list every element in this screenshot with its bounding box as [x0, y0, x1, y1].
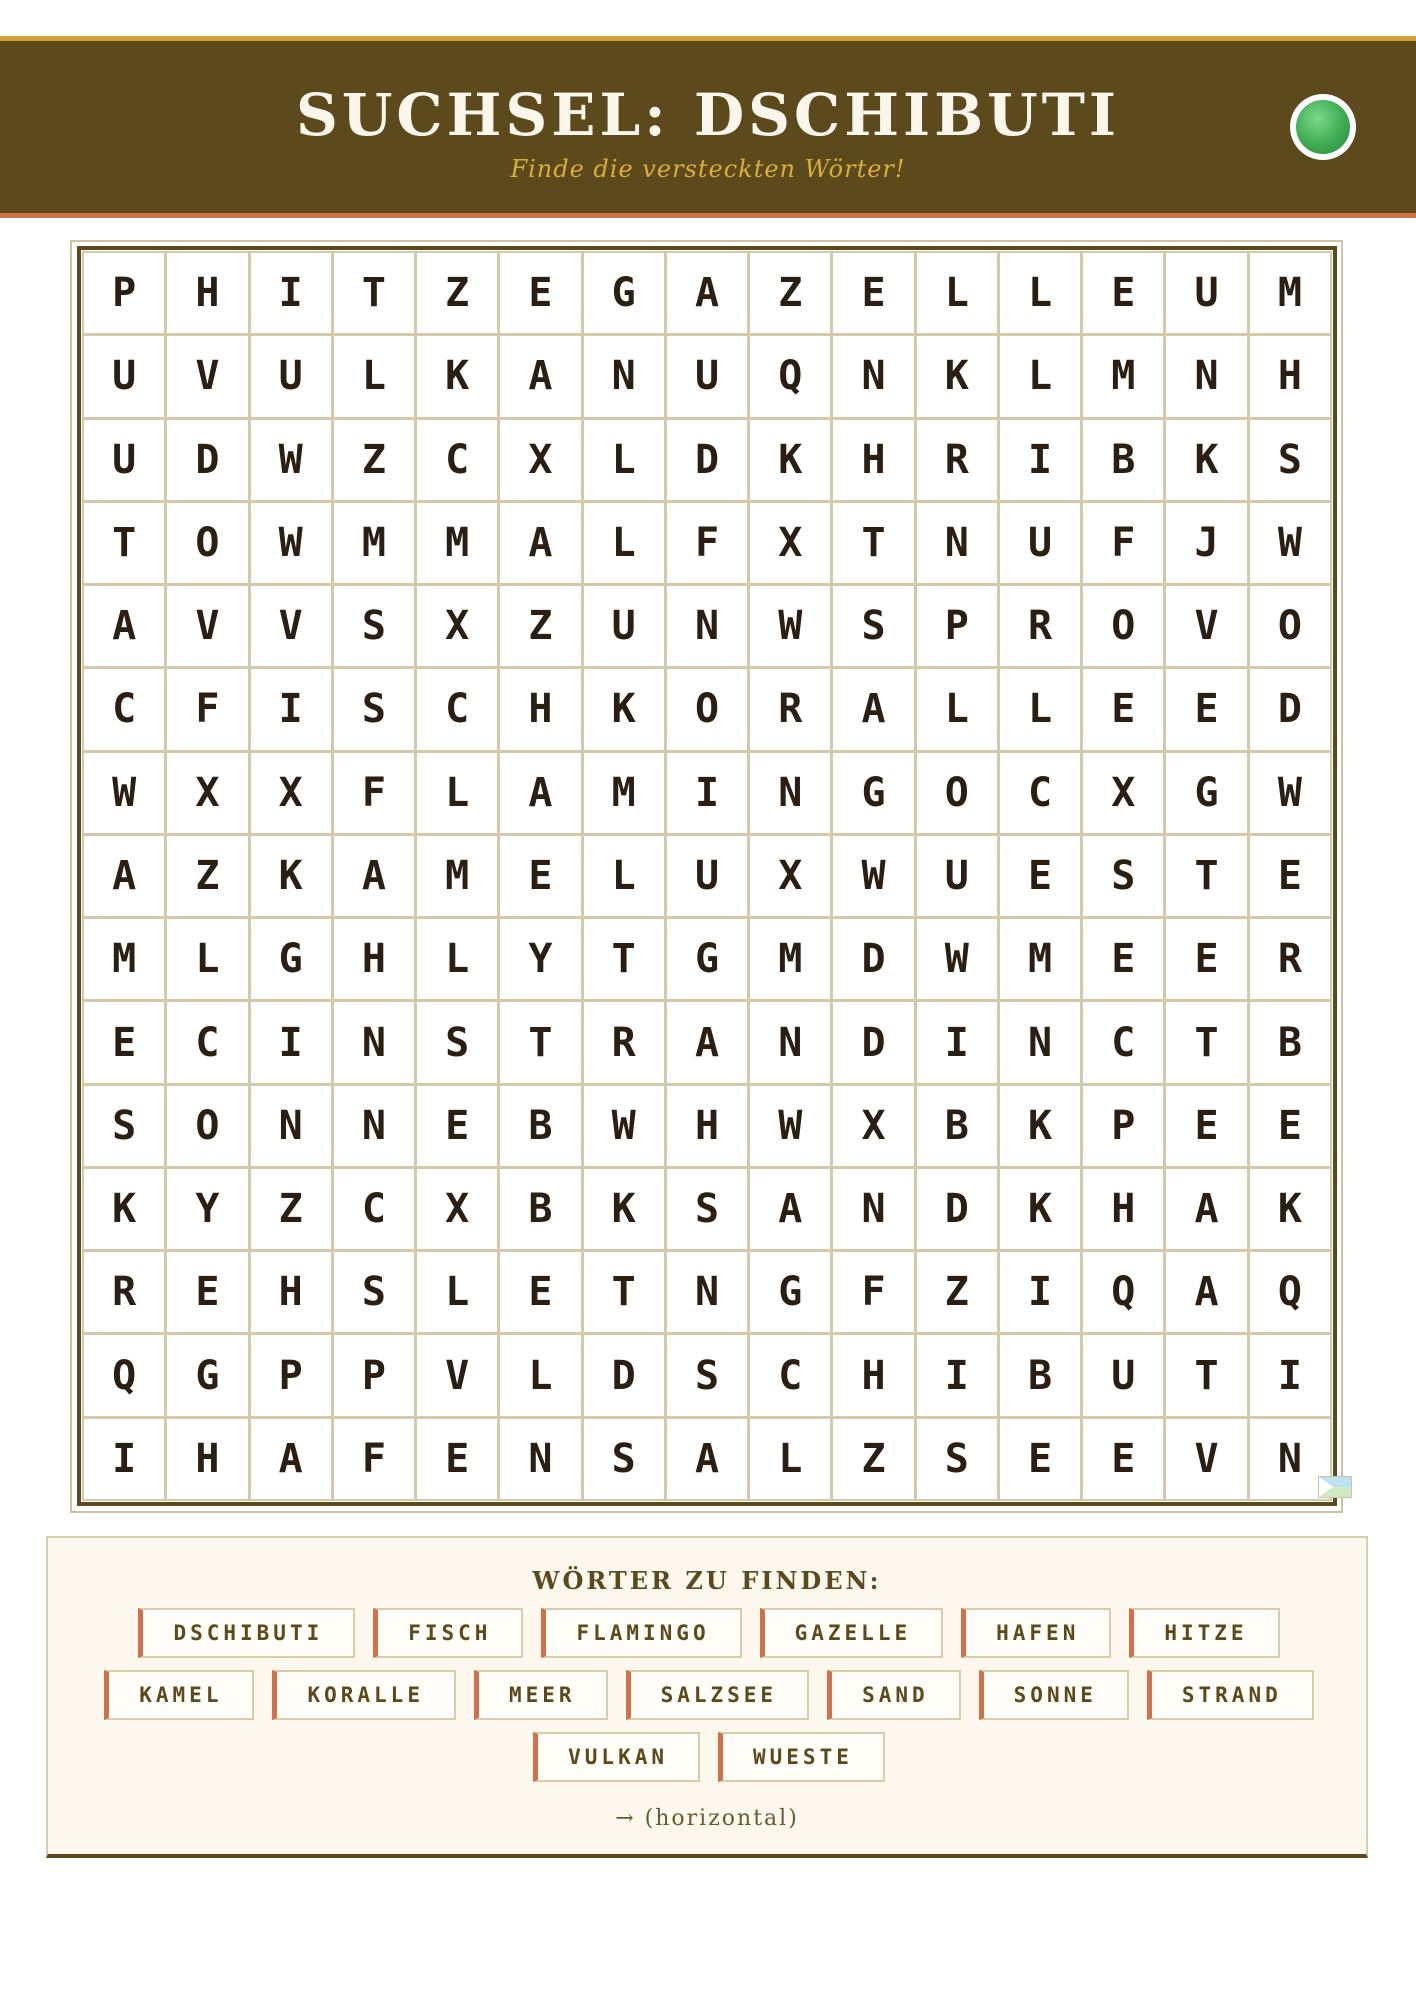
grid-cell[interactable]: T [84, 503, 164, 583]
grid-cell[interactable]: T [584, 1252, 664, 1332]
grid-cell[interactable]: X [417, 1169, 497, 1249]
grid-cell[interactable]: N [500, 1419, 580, 1499]
grid-cell[interactable]: S [334, 669, 414, 749]
grid-cell[interactable]: O [1250, 586, 1330, 666]
grid-cell[interactable]: E [1000, 836, 1080, 916]
grid-cell[interactable]: W [584, 1086, 664, 1166]
word-chip: SAND [827, 1670, 961, 1720]
grid-cell[interactable]: E [500, 1252, 580, 1332]
grid-cell[interactable]: U [667, 336, 747, 416]
grid-cell[interactable]: V [167, 336, 247, 416]
grid-cell[interactable]: A [750, 1169, 830, 1249]
grid-cell[interactable]: E [1250, 1086, 1330, 1166]
grid-cell[interactable]: Y [167, 1169, 247, 1249]
grid-cell[interactable]: C [417, 420, 497, 500]
grid-cell[interactable]: D [833, 1002, 913, 1082]
grid-cell[interactable]: Q [1250, 1252, 1330, 1332]
grid-cell[interactable]: A [500, 753, 580, 833]
word-chip: KORALLE [272, 1670, 456, 1720]
grid-cell[interactable]: I [251, 669, 331, 749]
grid-cell[interactable]: D [667, 420, 747, 500]
grid-cell[interactable]: W [1250, 753, 1330, 833]
grid-cell[interactable]: U [584, 586, 664, 666]
grid-cell[interactable]: V [167, 586, 247, 666]
grid-cell[interactable]: E [417, 1086, 497, 1166]
grid-cell[interactable]: N [750, 753, 830, 833]
grid-cell[interactable]: Z [917, 1252, 997, 1332]
grid-cell[interactable]: S [667, 1335, 747, 1415]
grid-cell[interactable]: N [334, 1002, 414, 1082]
grid-cell[interactable]: N [251, 1086, 331, 1166]
word-chip: SALZSEE [626, 1670, 810, 1720]
grid-cell[interactable]: X [750, 503, 830, 583]
grid-cell[interactable]: E [167, 1252, 247, 1332]
grid-cell[interactable]: X [750, 836, 830, 916]
grid-cell[interactable]: O [167, 1086, 247, 1166]
word-list [84, 1608, 1334, 1782]
grid-cell[interactable]: N [1250, 1419, 1330, 1499]
grid-cell[interactable]: V [1166, 586, 1246, 666]
word-chip: KAMEL [104, 1670, 254, 1720]
grid-cell[interactable]: Z [750, 253, 830, 333]
grid-cell[interactable]: U [1166, 253, 1246, 333]
grid-cell[interactable]: S [84, 1086, 164, 1166]
grid-cell[interactable]: I [1250, 1335, 1330, 1415]
grid-cell[interactable]: U [84, 420, 164, 500]
grid-cell[interactable]: W [833, 836, 913, 916]
grid-cell[interactable]: C [334, 1169, 414, 1249]
grid-cell[interactable]: F [167, 669, 247, 749]
djibouti-flag-icon [1318, 1476, 1352, 1498]
grid-cell[interactable]: L [917, 669, 997, 749]
grid-cell[interactable]: B [500, 1169, 580, 1249]
grid-cell[interactable]: C [750, 1335, 830, 1415]
grid-cell[interactable]: O [917, 753, 997, 833]
grid-cell[interactable]: G [584, 253, 664, 333]
grid-cell[interactable]: K [917, 336, 997, 416]
grid-cell[interactable]: N [833, 1169, 913, 1249]
grid-cell[interactable]: S [667, 1169, 747, 1249]
grid-cell[interactable]: O [167, 503, 247, 583]
grid-cell[interactable]: V [1166, 1419, 1246, 1499]
grid-cell[interactable]: L [417, 1252, 497, 1332]
grid-cell[interactable]: E [1166, 919, 1246, 999]
grid-cell[interactable]: Z [334, 420, 414, 500]
grid-cell[interactable]: V [251, 586, 331, 666]
grid-cell[interactable]: A [500, 503, 580, 583]
grid-cell[interactable]: E [500, 253, 580, 333]
grid-cell[interactable]: G [750, 1252, 830, 1332]
grid-cell[interactable]: V [417, 1335, 497, 1415]
grid-cell[interactable]: A [500, 336, 580, 416]
grid-cell[interactable]: M [1250, 253, 1330, 333]
grid-cell[interactable]: F [334, 1419, 414, 1499]
grid-cell[interactable]: U [251, 336, 331, 416]
grid-cell[interactable]: H [167, 1419, 247, 1499]
grid-cell[interactable]: Q [84, 1335, 164, 1415]
grid-cell[interactable]: L [584, 420, 664, 500]
grid-cell[interactable]: E [1083, 919, 1163, 999]
grid-cell[interactable]: D [833, 919, 913, 999]
grid-cell[interactable]: Z [417, 253, 497, 333]
word-chip: HITZE [1129, 1608, 1279, 1658]
grid-cell[interactable]: M [750, 919, 830, 999]
grid-cell[interactable]: E [1083, 253, 1163, 333]
grid-cell[interactable]: L [417, 753, 497, 833]
grid-cell[interactable]: C [84, 669, 164, 749]
grid-cell[interactable]: H [251, 1252, 331, 1332]
grid-cell[interactable]: U [667, 836, 747, 916]
grid-cell[interactable]: M [417, 503, 497, 583]
grid-cell[interactable]: S [334, 586, 414, 666]
grid-cell[interactable]: D [584, 1335, 664, 1415]
grid-cell[interactable]: L [1000, 336, 1080, 416]
grid-cell[interactable]: L [167, 919, 247, 999]
grid-cell[interactable]: Z [167, 836, 247, 916]
grid-cell[interactable]: B [500, 1086, 580, 1166]
grid-cell[interactable]: X [167, 753, 247, 833]
grid-cell[interactable]: M [84, 919, 164, 999]
grid-cell[interactable]: N [667, 1252, 747, 1332]
word-chip: SONNE [979, 1670, 1129, 1720]
page-title: SUCHSEL: DSCHIBUTI [295, 81, 1121, 149]
grid-cell[interactable]: L [500, 1335, 580, 1415]
word-chip: FISCH [373, 1608, 523, 1658]
word-chip: DSCHIBUTI [138, 1608, 355, 1658]
grid-cell[interactable]: U [1083, 1335, 1163, 1415]
grid-cell[interactable]: E [1000, 1419, 1080, 1499]
grid-cell[interactable]: L [584, 836, 664, 916]
grid-cell[interactable]: U [1000, 503, 1080, 583]
grid-cell[interactable]: T [1166, 1335, 1246, 1415]
direction-note: → (horizontal) [615, 1806, 799, 1831]
grid-cell[interactable]: E [1166, 669, 1246, 749]
grid-cell[interactable]: H [1083, 1169, 1163, 1249]
grid-cell[interactable]: L [1000, 669, 1080, 749]
grid-cell[interactable]: T [833, 503, 913, 583]
word-chip: GAZELLE [760, 1608, 944, 1658]
grid-cell[interactable]: K [1000, 1086, 1080, 1166]
grid-cell[interactable]: S [917, 1419, 997, 1499]
grid-cell[interactable]: Y [500, 919, 580, 999]
grid-cell[interactable]: A [667, 253, 747, 333]
grid-cell[interactable]: S [334, 1252, 414, 1332]
grid-cell[interactable]: H [500, 669, 580, 749]
grid-cell[interactable]: T [500, 1002, 580, 1082]
grid-cell[interactable]: A [833, 669, 913, 749]
grid-cell[interactable]: P [334, 1335, 414, 1415]
grid-cell[interactable]: T [584, 919, 664, 999]
grid-cell[interactable]: S [833, 586, 913, 666]
grid-cell[interactable]: U [84, 336, 164, 416]
grid-cell[interactable]: B [1000, 1335, 1080, 1415]
grid-cell[interactable]: W [251, 503, 331, 583]
page-subtitle: Finde die versteckten Wörter! [510, 155, 906, 183]
grid-cell[interactable]: X [251, 753, 331, 833]
grid-cell[interactable]: R [584, 1002, 664, 1082]
grid-cell[interactable]: X [1083, 753, 1163, 833]
grid-cell[interactable]: W [84, 753, 164, 833]
letter-grid [82, 251, 1332, 1501]
grid-cell[interactable]: R [84, 1252, 164, 1332]
grid-cell[interactable]: E [1166, 1086, 1246, 1166]
grid-cell[interactable]: R [917, 420, 997, 500]
grid-cell[interactable]: Z [251, 1169, 331, 1249]
grid-cell[interactable]: N [334, 1086, 414, 1166]
grid-cell[interactable]: M [1000, 919, 1080, 999]
grid-cell[interactable]: M [584, 753, 664, 833]
grid-cell[interactable]: S [417, 1002, 497, 1082]
grid-cell[interactable]: L [334, 336, 414, 416]
grid-cell[interactable]: N [833, 336, 913, 416]
grid-cell[interactable]: A [1166, 1252, 1246, 1332]
grid-cell[interactable]: K [1000, 1169, 1080, 1249]
grid-cell[interactable]: I [1000, 1252, 1080, 1332]
grid-cell[interactable]: M [1083, 336, 1163, 416]
word-chip: MEER [474, 1670, 608, 1720]
grid-cell[interactable]: D [917, 1169, 997, 1249]
grid-cell[interactable]: X [417, 586, 497, 666]
grid-cell[interactable]: E [500, 836, 580, 916]
grid-cell[interactable]: T [334, 253, 414, 333]
grid-cell[interactable]: S [584, 1419, 664, 1499]
grid-cell[interactable]: L [584, 503, 664, 583]
grid-cell[interactable]: R [750, 669, 830, 749]
grid-cell[interactable]: H [334, 919, 414, 999]
grid-cell[interactable]: E [417, 1419, 497, 1499]
grid-cell[interactable]: W [1250, 503, 1330, 583]
grid-cell[interactable]: K [584, 1169, 664, 1249]
grid-cell[interactable]: G [167, 1335, 247, 1415]
grid-cell[interactable]: L [917, 253, 997, 333]
grid-cell[interactable]: P [917, 586, 997, 666]
grid-cell[interactable]: W [750, 1086, 830, 1166]
grid-cell[interactable]: X [500, 420, 580, 500]
grid-cell[interactable]: A [1166, 1169, 1246, 1249]
grid-cell[interactable]: I [251, 253, 331, 333]
grid-cell[interactable]: I [917, 1002, 997, 1082]
grid-cell[interactable]: O [1083, 586, 1163, 666]
grid-cell[interactable]: O [667, 669, 747, 749]
grid-cell[interactable]: E [1083, 1419, 1163, 1499]
grid-cell[interactable]: K [417, 336, 497, 416]
grid-cell[interactable]: G [667, 919, 747, 999]
grid-cell[interactable]: G [1166, 753, 1246, 833]
grid-cell[interactable]: F [833, 1252, 913, 1332]
grid-cell[interactable]: N [917, 503, 997, 583]
grid-cell[interactable]: H [667, 1086, 747, 1166]
grid-cell[interactable]: H [1250, 336, 1330, 416]
word-chip: STRAND [1147, 1670, 1314, 1720]
grid-cell[interactable]: K [251, 836, 331, 916]
grid-cell[interactable]: B [917, 1086, 997, 1166]
grid-cell[interactable]: K [84, 1169, 164, 1249]
grid-cell[interactable]: A [84, 836, 164, 916]
header-banner [0, 36, 1416, 218]
grid-cell[interactable]: Q [1083, 1252, 1163, 1332]
grid-cell[interactable]: E [1250, 836, 1330, 916]
grid-cell[interactable]: X [833, 1086, 913, 1166]
grid-cell[interactable]: C [167, 1002, 247, 1082]
grid-cell[interactable]: F [334, 753, 414, 833]
grid-cell[interactable]: F [667, 503, 747, 583]
grid-cell[interactable]: F [1083, 503, 1163, 583]
grid-cell[interactable]: W [917, 919, 997, 999]
word-chip: FLAMINGO [541, 1608, 741, 1658]
grid-cell[interactable]: G [833, 753, 913, 833]
grid-cell[interactable]: N [1166, 336, 1246, 416]
grid-cell[interactable]: I [1000, 420, 1080, 500]
grid-cell[interactable]: R [1250, 919, 1330, 999]
grid-cell[interactable]: W [750, 586, 830, 666]
grid-cell[interactable]: Q [750, 336, 830, 416]
grid-cell[interactable]: J [1166, 503, 1246, 583]
grid-cell[interactable]: A [667, 1419, 747, 1499]
grid-cell[interactable]: I [251, 1002, 331, 1082]
grid-cell[interactable]: D [1250, 669, 1330, 749]
grid-cell[interactable]: A [334, 836, 414, 916]
grid-cell[interactable]: H [167, 253, 247, 333]
grid-cell[interactable]: P [251, 1335, 331, 1415]
grid-cell[interactable]: K [1166, 420, 1246, 500]
grid-cell[interactable]: Z [500, 586, 580, 666]
grid-cell[interactable]: Z [833, 1419, 913, 1499]
grid-cell[interactable]: N [750, 1002, 830, 1082]
grid-cell[interactable]: C [417, 669, 497, 749]
grid-cell[interactable]: M [417, 836, 497, 916]
grid-cell[interactable]: N [1000, 1002, 1080, 1082]
grid-cell[interactable]: T [1166, 836, 1246, 916]
grid-cell[interactable]: I [667, 753, 747, 833]
grid-cell[interactable]: G [251, 919, 331, 999]
grid-cell[interactable]: N [584, 336, 664, 416]
grid-cell[interactable]: A [667, 1002, 747, 1082]
grid-cell[interactable]: A [84, 586, 164, 666]
grid-cell[interactable]: K [750, 420, 830, 500]
grid-cell[interactable]: C [1000, 753, 1080, 833]
word-list-panel [46, 1536, 1368, 1858]
grid-cell[interactable]: B [1083, 420, 1163, 500]
grid-cell[interactable]: E [833, 253, 913, 333]
grid-cell[interactable]: L [1000, 253, 1080, 333]
grid-cell[interactable]: K [1250, 1169, 1330, 1249]
grid-cell[interactable]: P [84, 253, 164, 333]
grid-cell[interactable]: U [917, 836, 997, 916]
grid-cell[interactable]: H [833, 1335, 913, 1415]
word-chip: VULKAN [533, 1732, 700, 1782]
grid-cell[interactable]: N [667, 586, 747, 666]
grid-cell[interactable]: E [84, 1002, 164, 1082]
grid-cell[interactable]: H [833, 420, 913, 500]
grid-cell[interactable]: S [1083, 836, 1163, 916]
grid-cell[interactable]: P [1083, 1086, 1163, 1166]
grid-cell[interactable]: I [917, 1335, 997, 1415]
grid-cell[interactable]: A [251, 1419, 331, 1499]
word-chip: WUESTE [718, 1732, 885, 1782]
grid-cell[interactable]: I [84, 1419, 164, 1499]
grid-cell[interactable]: T [1166, 1002, 1246, 1082]
word-list-title: WÖRTER ZU FINDEN: [532, 1566, 882, 1595]
word-chip: HAFEN [961, 1608, 1111, 1658]
grid-cell[interactable]: L [417, 919, 497, 999]
grid-cell[interactable]: E [1083, 669, 1163, 749]
grid-cell[interactable]: L [750, 1419, 830, 1499]
grid-cell[interactable]: S [1250, 420, 1330, 500]
grid-cell[interactable]: W [251, 420, 331, 500]
status-dot-icon [1290, 94, 1356, 160]
grid-cell[interactable]: K [584, 669, 664, 749]
grid-cell[interactable]: R [1000, 586, 1080, 666]
grid-cell[interactable]: C [1083, 1002, 1163, 1082]
grid-cell[interactable]: D [167, 420, 247, 500]
grid-cell[interactable]: B [1250, 1002, 1330, 1082]
grid-cell[interactable]: M [334, 503, 414, 583]
